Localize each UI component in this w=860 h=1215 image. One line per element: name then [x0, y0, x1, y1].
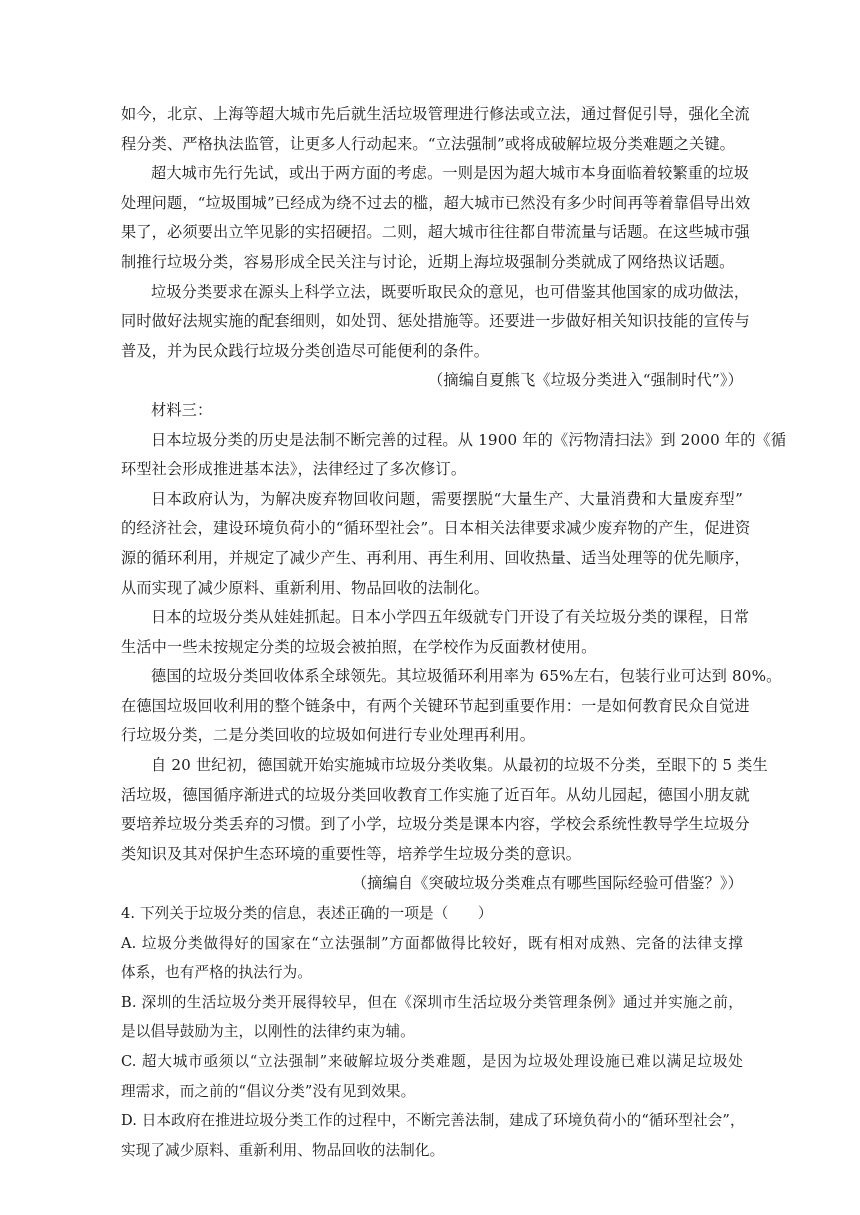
text-line: 从而实现了减少原料、重新利用、物品回收的法制化。 — [121, 578, 490, 597]
text-line: 处理问题，“垃圾围城”已经成为绕不过去的槛，超大城市已然没有多少时间再等着靠倡导出效 — [121, 193, 751, 212]
text-line: 制推行垃圾分类，容易形成全民关注与讨论，近期上海垃圾强制分类就成了网络热议话题。 — [121, 252, 735, 271]
text-line: 超大城市先行先试，或出于两方面的考虑。一则是因为超大城市本身面临着较繁重的垃圾 — [151, 164, 750, 183]
text-line: C. 超大城市亟须以“立法强制”来破解垃圾分类难题，是因为垃圾处理设施已难以满足垃圾处 — [121, 1053, 743, 1070]
option-c — [121, 1047, 743, 1106]
text-line: 日本的垃圾分类从娃娃抓起。日本小学四五年级就专门开设了有关垃圾分类的课程，日常 — [151, 608, 750, 627]
paragraph-legislation-cities — [121, 100, 750, 159]
paragraph-scientific-legislation — [121, 278, 750, 367]
source-citation: （摘编自《突破垃圾分类难点有哪些国际经验可借鉴？》） — [351, 874, 743, 893]
text-line: 要培养垃圾分类丢弃的习惯。到了小学，垃圾分类是课本内容，学校会系统性教导学生垃圾分 — [121, 815, 750, 834]
paragraph-japan-education — [121, 603, 750, 662]
option-b — [121, 988, 743, 1047]
option-d — [121, 1106, 743, 1165]
text-line: 环型社会形成推进基本法》，法律经过了多次修订。 — [121, 460, 467, 479]
text-line: 垃圾分类要求在源头上科学立法，既要听取民众的意见，也可借鉴其他国家的成功做法， — [151, 282, 750, 301]
text-line: 同时做好法规实施的配套细则，如处罚、惩处措施等。还要进一步做好相关知识技能的宣传与 — [121, 312, 750, 331]
text-line: 的经济社会，建设环境负荷小的“循环型社会”。日本相关法律要求减少废弃物的产生，促进资 — [121, 519, 751, 538]
text-line: 普及，并为民众践行垃圾分类创造尽可能便利的条件。 — [121, 341, 490, 360]
text-line: 源的循环利用，并规定了减少产生、再利用、再生利用、回收热量、适当处理等的优先顺序， — [121, 548, 750, 567]
text-line: 理需求，而之前的“倡议分类”没有见到效果。 — [121, 1082, 416, 1100]
section-heading: 材料三： — [151, 400, 213, 419]
source-citation: （摘编自夏熊飞《垃圾分类进入“强制时代”》） — [428, 371, 743, 390]
text-line: A. 垃圾分类做得好的国家在“立法强制”方面都做得比较好，既有相对成熟、完备的法律支撑 — [121, 934, 743, 952]
text-line: 行垃圾分类，二是分类回收的垃圾如何进行专业处理再利用。 — [121, 726, 536, 745]
text-line: 程分类、严格执法监管，让更多人行动起来。“立法强制”或将成破解垃圾分类难题之关键。 — [121, 134, 735, 153]
text-line: 在德国垃圾回收利用的整个链条中，有两个关键环节起到重要作用：一是如何教育民众自觉进 — [121, 696, 750, 715]
option-a — [121, 929, 743, 988]
text-line: 日本垃圾分类的历史是法制不断完善的过程。从 1900 年的《污物清扫法》到 2000 年的《循 — [151, 430, 787, 449]
paragraph-germany-system — [121, 662, 782, 751]
text-line: 德国的垃圾分类回收体系全球领先。其垃圾循环利用率为 65%左右，包装行业可达到 80%。 — [151, 667, 782, 686]
paragraph-germany-history — [121, 751, 768, 869]
text-line: 自 20 世纪初，德国就开始实施城市垃圾分类收集。从最初的垃圾不分类，至眼下的 5 类生 — [151, 756, 768, 775]
text-line: 实现了减少原料、重新利用、物品回收的法制化。 — [121, 1141, 445, 1159]
text-line: 如今，北京、上海等超大城市先后就生活垃圾管理进行修法或立法，通过督促引导，强化全流 — [121, 105, 750, 123]
text-line: B. 深圳的生活垃圾分类开展得较早，但在《深圳市生活垃圾分类管理条例》通过并实施之前， — [121, 993, 743, 1011]
text-line: 果了，必须要出立竿见影的实招硬招。二则，超大城市往往都自带流量与话题。在这些城市强 — [121, 223, 750, 242]
text-line: 是以倡导鼓励为主，以刚性的法律约束为辅。 — [121, 1023, 415, 1041]
text-line: 日本政府认为，为解决废弃物回收问题，需要摆脱“大量生产、大量消费和大量废弃型” — [151, 489, 743, 508]
paragraph-megacity-reasons — [121, 159, 751, 277]
paragraph-japan-history — [121, 426, 787, 485]
paragraph-japan-circular-society — [121, 485, 751, 603]
text-line: 生活中一些未按规定分类的垃圾会被拍照，在学校作为反面教材使用。 — [121, 637, 597, 656]
text-line: 体系，也有严格的执法行为。 — [121, 964, 313, 982]
text-line: D. 日本政府在推进垃圾分类工作的过程中，不断完善法制，建成了环境负荷小的“循环型社会”， — [121, 1112, 745, 1130]
text-line: 活垃圾，德国循序渐进式的垃圾分类回收教育工作实施了近百年。从幼儿园起，德国小朋友就 — [121, 785, 750, 804]
question-stem: 4. 下列关于垃圾分类的信息，表述正确的一项是（ ） — [121, 905, 493, 923]
document-page — [121, 100, 787, 1165]
text-line: 类知识及其对保护生态环境的重要性等，培养学生垃圾分类的意识。 — [121, 844, 582, 863]
